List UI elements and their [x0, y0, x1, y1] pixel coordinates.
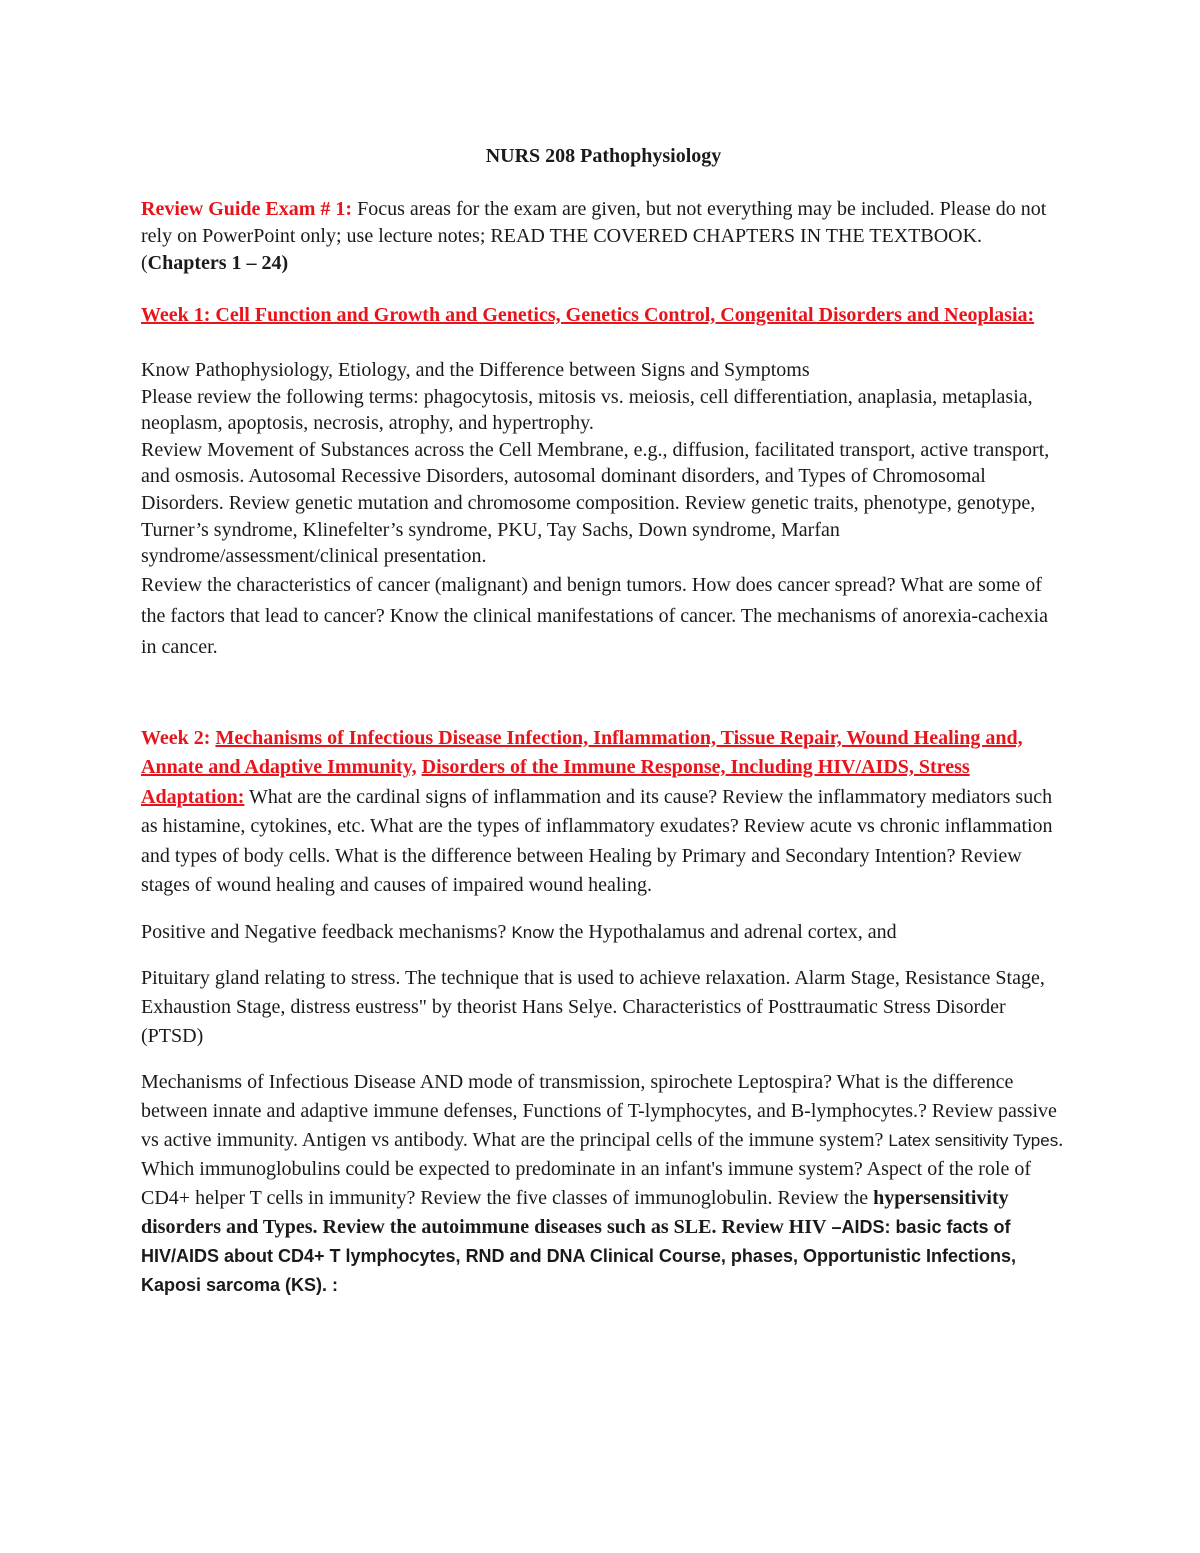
- week2-paragraph-3: [141, 964, 1066, 1051]
- section-spacer: [141, 663, 1066, 724]
- hiv-aids-text: –AIDS: basic facts of HIV/AIDS about CD4+ T lymphocytes, RND and DNA Clinical Course, phases, Opportunistic Infections, Kaposi sarcoma (KS). :: [141, 1216, 1016, 1295]
- autoimmune-text: Review the autoimmune diseases such as SLE. Review HIV: [317, 1215, 827, 1238]
- intro-text: Focus areas for the exam are given, but not everything may be included. Please do not rely on PowerPoint only; use lecture notes; READ THE COVERED CHAPTERS IN THE TEXTBOOK. (: [141, 198, 1047, 274]
- week1-line-1: Know Pathophysiology, Etiology, and the Difference between Signs and Symptoms: [141, 359, 810, 381]
- week2-label: Week 2:: [141, 726, 211, 749]
- infectious-text-b: . Which immunoglobulins could be expected to predominate in an infant's immune system? Aspect of the role of CD4+ helper T cells in immunity? Review the five classes of immunoglobulin. Review the: [141, 1128, 1064, 1209]
- stress-text: Pituitary gland relating to stress. The technique that is used to achieve relaxation. Alarm Stage, Resistance Stage, Exhaustion Stage, distress eustress" by theorist Hans Selye. Characteristics of Posttraumatic Stress Disorder (PTSD): [141, 966, 1045, 1047]
- week1-body: [141, 357, 1066, 663]
- week1-line-2: Please review the following terms: phagocytosis, mitosis vs. meiosis, cell differentiation, anaplasia, metaplasia, neoplasm, apoptosis, necrosis, atrophy, and hypertrophy.: [141, 385, 1033, 435]
- review-guide-label: Review Guide Exam # 1:: [141, 198, 353, 220]
- week2-section: [141, 724, 1066, 901]
- feedback-text-b: the Hypothalamus and adrenal cortex, and: [553, 920, 897, 943]
- week2-heading-2: Disorders of the Immune Response, Including HIV/AIDS, Stress Adaptation:: [141, 756, 970, 808]
- week2-paragraph-1: [141, 724, 1066, 901]
- week2-heading-1: Mechanisms of Infectious Disease Infection, Inflammation, Tissue Repair, Wound Healing and, Annate and Adaptive Immunity,: [141, 726, 1023, 779]
- intro-paragraph: [141, 196, 1066, 277]
- latex-sensitivity-text: Latex sensitivity Types: [888, 1130, 1059, 1150]
- week1-line-4: Review the characteristics of cancer (malignant) and benign tumors. How does cancer spread? What are some of the factors that lead to cancer? Know the clinical manifestations of cancer. The mechanisms of anorexia-cachexia in cancer.: [141, 573, 1049, 658]
- feedback-text-a: Positive and Negative feedback mechanisms?: [141, 920, 512, 943]
- week2-paragraph-2: [141, 918, 1066, 947]
- week1-heading: Week 1: Cell Function and Growth and Genetics, Genetics Control, Congenital Disorders and Neoplasia:: [141, 304, 1035, 326]
- know-word: Know: [511, 922, 554, 942]
- hypersensitivity-text: hypersensitivity disorders and Types.: [141, 1186, 1009, 1238]
- document-content: [141, 142, 1066, 1300]
- page-title: NURS 208 Pathophysiology: [485, 145, 722, 167]
- infectious-text-a: Mechanisms of Infectious Disease AND mode of transmission, spirochete Leptospira? What is the difference between innate and adaptive immune defenses, Functions of T-lymphocytes, and B-lymphocytes.? Review passive vs active immunity. Antigen vs antibody. What are the principal cells of the immune system?: [141, 1070, 1057, 1151]
- week1-line-3: Review Movement of Substances across the Cell Membrane, e.g., diffusion, facilitated transport, active transport, and osmosis. Autosomal Recessive Disorders, autosomal dominant disorders, and Types of Chromosomal Disorders. Review genetic mutation and chromosome composition. Review genetic traits, phenotype, genotype, Turner’s syndrome, Klinefelter’s syndrome, PKU, Tay Sachs, Down syndrome, Marfan syndrome/assessment/clinical presentation.: [141, 438, 1050, 568]
- chapters-range: Chapters 1 – 24): [147, 252, 289, 274]
- week2-paragraph-4: [141, 1068, 1066, 1300]
- week2-text: What are the cardinal signs of inflammation and its cause? Review the inflammatory mediators such as histamine, cytokines, etc. What are the types of inflammatory exudates? Review acute vs chronic inflammation and types of body cells. What is the difference between Healing by Primary and Secondary Intention? Review stages of wound healing and causes of impaired wound healing.: [141, 785, 1053, 897]
